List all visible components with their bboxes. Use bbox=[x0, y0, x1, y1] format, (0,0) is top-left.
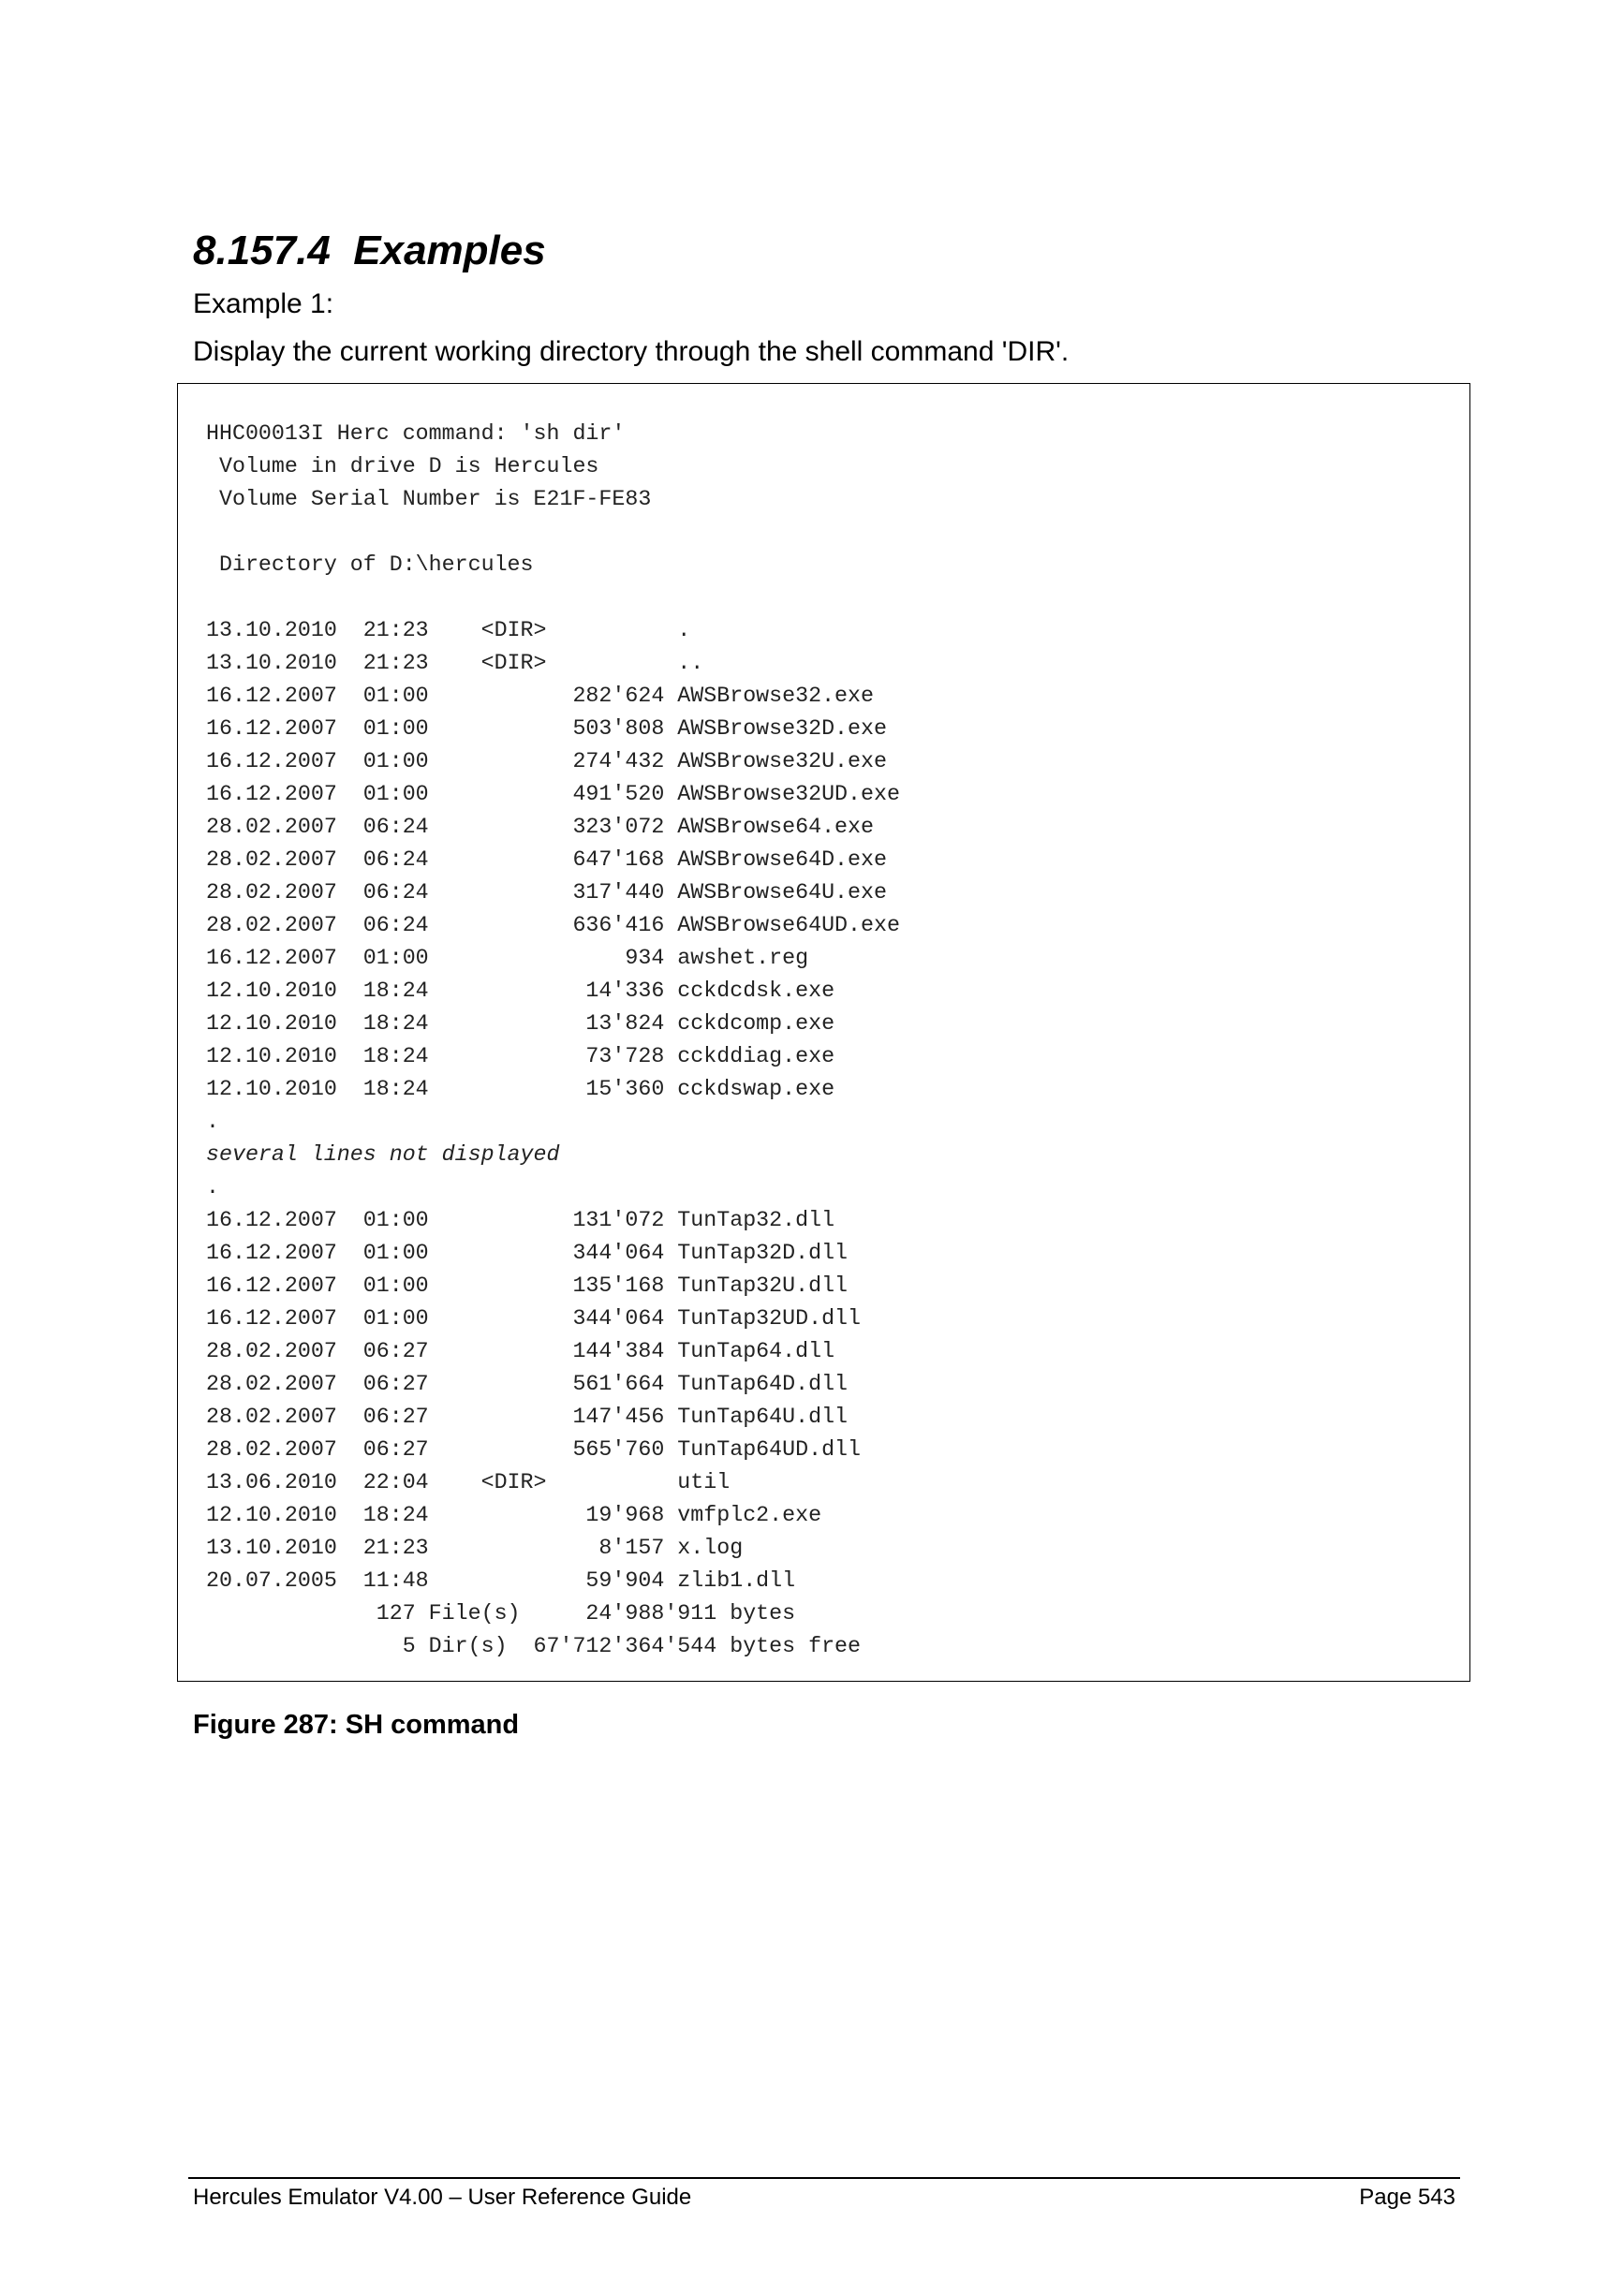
console-line: 16.12.2007 01:00 131'072 TunTap32.dll bbox=[206, 1208, 835, 1232]
example-label: Example 1: bbox=[193, 288, 334, 319]
console-output-lines bbox=[206, 418, 900, 1663]
console-line: 12.10.2010 18:24 73'728 cckddiag.exe bbox=[206, 1044, 835, 1068]
footer-document-title: Hercules Emulator V4.00 – User Reference Guide bbox=[193, 2185, 692, 2210]
console-line: 16.12.2007 01:00 282'624 AWSBrowse32.exe bbox=[206, 684, 875, 708]
console-output-box bbox=[177, 383, 1470, 1682]
console-line: 16.12.2007 01:00 135'168 TunTap32U.dll bbox=[206, 1273, 849, 1298]
console-line: HHC00013I Herc command: 'sh dir' bbox=[206, 421, 626, 446]
console-line: 12.10.2010 18:24 19'968 vmfplc2.exe bbox=[206, 1503, 822, 1527]
console-line: 13.10.2010 21:23 <DIR> .. bbox=[206, 651, 704, 675]
console-line: 127 File(s) 24'988'911 bytes bbox=[206, 1601, 796, 1626]
console-line: 28.02.2007 06:24 647'168 AWSBrowse64D.exe bbox=[206, 847, 887, 872]
console-line bbox=[206, 581, 900, 614]
console-line: 16.12.2007 01:00 344'064 TunTap32UD.dll bbox=[206, 1306, 862, 1331]
footer-divider bbox=[188, 2177, 1460, 2179]
console-line: 13.10.2010 21:23 <DIR> . bbox=[206, 618, 691, 642]
omitted-lines-note: several lines not displayed bbox=[206, 1142, 560, 1167]
example-description: Display the current working directory through the shell command 'DIR'. bbox=[193, 336, 1070, 367]
console-line: 28.02.2007 06:27 561'664 TunTap64D.dll bbox=[206, 1372, 849, 1396]
console-line: 28.02.2007 06:27 147'456 TunTap64U.dll bbox=[206, 1405, 849, 1429]
console-line: . bbox=[206, 1175, 219, 1200]
console-line bbox=[206, 516, 900, 549]
console-line: Volume in drive D is Hercules bbox=[206, 454, 599, 478]
console-line: 28.02.2007 06:24 636'416 AWSBrowse64UD.exe bbox=[206, 913, 900, 937]
console-line: 20.07.2005 11:48 59'904 zlib1.dll bbox=[206, 1568, 796, 1593]
footer-page-number: Page 543 bbox=[1359, 2185, 1455, 2210]
console-line: 12.10.2010 18:24 14'336 cckdcdsk.exe bbox=[206, 979, 835, 1003]
console-line: 28.02.2007 06:27 565'760 TunTap64UD.dll bbox=[206, 1437, 862, 1462]
console-line: 28.02.2007 06:24 323'072 AWSBrowse64.exe bbox=[206, 815, 875, 839]
figure-caption: Figure 287: SH command bbox=[193, 1710, 520, 1740]
console-line: 16.12.2007 01:00 344'064 TunTap32D.dll bbox=[206, 1241, 849, 1265]
console-line: 28.02.2007 06:24 317'440 AWSBrowse64U.exe bbox=[206, 880, 887, 905]
console-line: 13.06.2010 22:04 <DIR> util bbox=[206, 1470, 731, 1494]
console-line: 16.12.2007 01:00 503'808 AWSBrowse32D.exe bbox=[206, 716, 887, 741]
console-line: 13.10.2010 21:23 8'157 x.log bbox=[206, 1536, 744, 1560]
console-line: 28.02.2007 06:27 144'384 TunTap64.dll bbox=[206, 1339, 835, 1363]
console-line: Volume Serial Number is E21F-FE83 bbox=[206, 487, 652, 511]
console-line: 16.12.2007 01:00 934 awshet.reg bbox=[206, 946, 809, 970]
console-line: Directory of D:\hercules bbox=[206, 552, 534, 577]
console-line: . bbox=[206, 1110, 219, 1134]
console-line: 12.10.2010 18:24 15'360 cckdswap.exe bbox=[206, 1077, 835, 1101]
console-line: 16.12.2007 01:00 274'432 AWSBrowse32U.exe bbox=[206, 749, 887, 773]
console-line: 16.12.2007 01:00 491'520 AWSBrowse32UD.exe bbox=[206, 782, 900, 806]
console-line: 5 Dir(s) 67'712'364'544 bytes free bbox=[206, 1634, 862, 1658]
section-heading: 8.157.4 Examples bbox=[193, 228, 546, 273]
console-line: 12.10.2010 18:24 13'824 cckdcomp.exe bbox=[206, 1011, 835, 1036]
